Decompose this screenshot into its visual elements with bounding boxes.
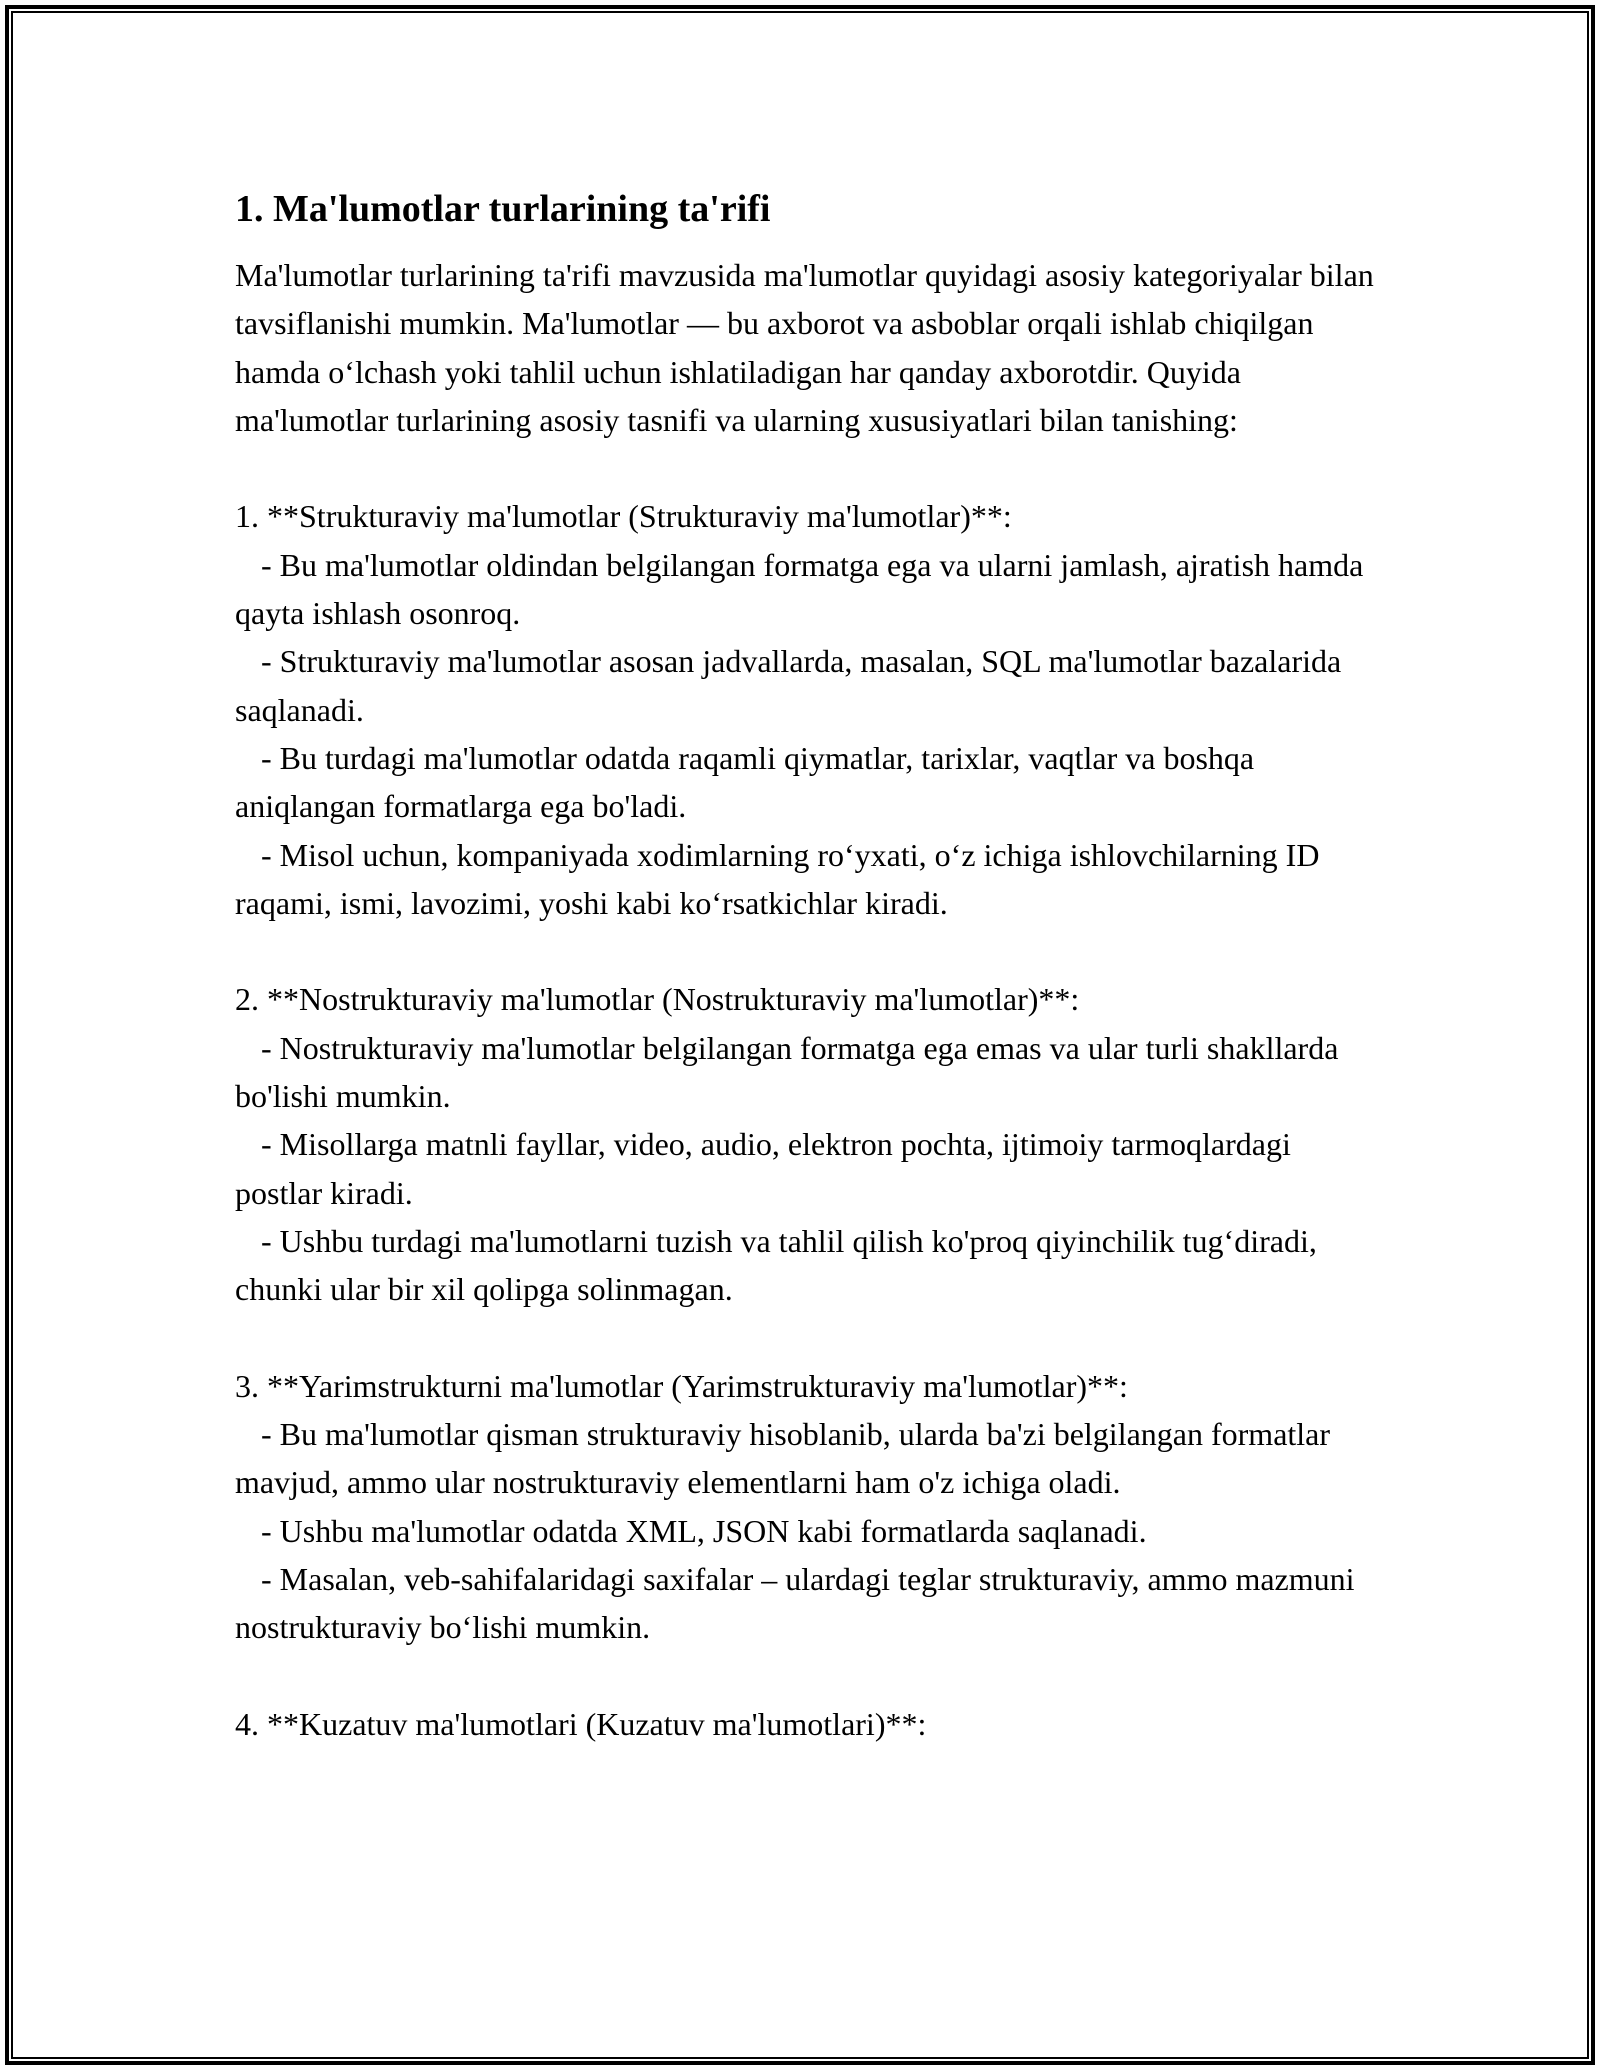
section-bullet: - Bu turdagi ma'lumotlar odatda raqamli qiymatlar, tarixlar, vaqtlar va boshqa aniqlangan formatlarga ega bo'ladi. [235, 739, 1255, 825]
paragraph-spacer [235, 1652, 1375, 1700]
paragraph-spacer [235, 1314, 1375, 1362]
section-4 [235, 1700, 1375, 1748]
section-heading: 4. **Kuzatuv ma'lumotlari (Kuzatuv ma'lumotlari)**: [235, 1705, 927, 1742]
section-bullet: - Strukturaviy ma'lumotlar asosan jadvallarda, masalan, SQL ma'lumotlar bazalarida saqlanadi. [235, 643, 1342, 728]
section-bullet: - Ushbu ma'lumotlar odatda XML, JSON kabi formatlarda saqlanadi. [261, 1512, 1147, 1549]
section-bullet: - Misollarga matnli fayllar, video, audio, elektron pochta, ijtimoiy tarmoqlardagi postlar kiradi. [235, 1126, 1291, 1211]
section-heading: 2. **Nostrukturaviy ma'lumotlar (Nostrukturaviy ma'lumotlar)**: [235, 981, 1080, 1018]
paragraph-spacer [235, 927, 1375, 975]
paragraph-spacer [235, 444, 1375, 492]
section-bullet: - Bu ma'lumotlar qisman strukturaviy hisoblanib, ularda ba'zi belgilangan formatlar mavjud, ammo ular nostrukturaviy elementlarni ham o'z ichiga oladi. [235, 1416, 1331, 1501]
section-bullet: - Masalan, veb-sahifalaridagi saxifalar – ulardagi teglar strukturaviy, ammo mazmuni nostrukturaviy bo‘lishi mumkin. [235, 1561, 1355, 1646]
document-page [235, 185, 1375, 1748]
section-bullet: - Misol uchun, kompaniyada xodimlarning ro‘yxati, o‘z ichiga ishlovchilarning ID raqami, ismi, lavozimi, yoshi kabi ko‘rsatkichlar kiradi. [235, 836, 1320, 921]
document-title: 1. Ma'lumotlar turlarining ta'rifi [235, 188, 771, 230]
section-bullet: - Bu ma'lumotlar oldindan belgilangan formatga ega va ularni jamlash, ajratish hamda qayta ishlash osonroq. [235, 546, 1364, 632]
section-bullet: - Nostrukturaviy ma'lumotlar belgilangan formatga ega emas va ular turli shakllarda bo'lishi mumkin. [235, 1029, 1339, 1115]
section-heading: 3. **Yarimstrukturni ma'lumotlar (Yarimstrukturaviy ma'lumotlar)**: [235, 1367, 1128, 1404]
section-3 [235, 1362, 1375, 1652]
section-bullet: - Ushbu turdagi ma'lumotlarni tuzish va tahlil qilish ko'proq qiyinchilik tug‘diradi, chunki ular bir xil qolipga solinmagan. [235, 1222, 1317, 1308]
intro-paragraph: Ma'lumotlar turlarining ta'rifi mavzusida ma'lumotlar quyidagi asosiy kategoriyalar bilan tavsiflanishi mumkin. Ma'lumotlar — bu axborot va asboblar orqali ishlab chiqilgan hamda o‘lchash yoki tahlil uchun ishlatiladigan har qanday axborotdir. Quyida ma'lumotlar turlarining asosiy tasnifi va ularning xususiyatlari bilan tanishing: [235, 257, 1374, 438]
section-2 [235, 975, 1375, 1313]
section-heading: 1. **Strukturaviy ma'lumotlar (Strukturaviy ma'lumotlar)**: [235, 498, 1012, 535]
section-1 [235, 492, 1375, 927]
